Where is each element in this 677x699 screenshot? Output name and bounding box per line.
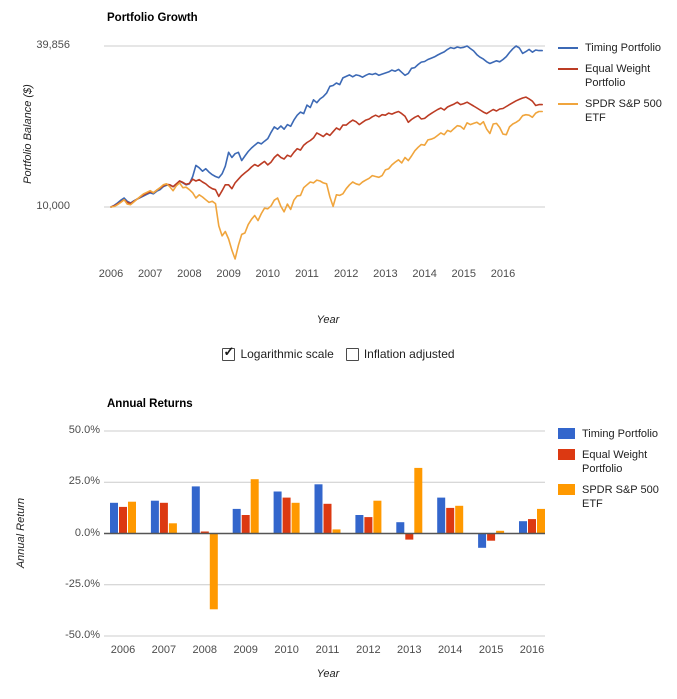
legend-label: Equal Weight Portfolio [585, 63, 651, 89]
annual-return-bar[interactable] [169, 523, 177, 533]
legend-item [558, 41, 672, 55]
annual-return-bar[interactable] [233, 509, 241, 534]
annual-y-tick-label: 25.0% [68, 475, 100, 488]
annual-legend [558, 427, 672, 518]
chart-option[interactable] [222, 343, 334, 361]
annual-return-bar[interactable] [110, 503, 118, 534]
growth-x-tick-label: 2007 [137, 268, 163, 280]
annual-return-bar[interactable] [210, 534, 218, 610]
growth-x-tick-label: 2010 [255, 268, 281, 280]
legend-label: Timing Portfolio [582, 428, 659, 440]
growth-y-tick-label: 10,000 [36, 200, 70, 212]
annual-return-bar[interactable] [478, 534, 486, 548]
chart-options-row [0, 343, 677, 361]
growth-x-tick-label: 2008 [177, 268, 202, 280]
legend-label: Timing Portfolio [585, 42, 662, 54]
checkbox-checked-icon[interactable] [222, 343, 235, 361]
annual-y-tick-label: -50.0% [65, 629, 100, 641]
legend-item [558, 427, 672, 441]
annual-return-bar[interactable] [355, 515, 363, 533]
legend-swatch-icon [558, 103, 578, 105]
legend-item [558, 448, 672, 476]
annual-x-tick-label: 2013 [397, 644, 422, 656]
growth-y-tick-label: 39,856 [36, 38, 70, 51]
annual-return-bar[interactable] [251, 479, 259, 533]
checkmark-icon: ✓ [223, 343, 235, 359]
annual-x-tick-label: 2011 [315, 644, 340, 656]
annual-x-tick-label: 2014 [437, 644, 463, 656]
growth-x-tick-label: 2015 [451, 268, 477, 280]
annual-x-tick-label: 2015 [478, 644, 504, 656]
annual-x-tick-label: 2012 [356, 644, 381, 656]
annual-return-bar[interactable] [364, 517, 372, 533]
growth-chart-title: Portfolio Growth [107, 12, 198, 24]
annual-return-bar[interactable] [537, 509, 545, 534]
growth-x-tick-label: 2012 [333, 268, 359, 280]
growth-x-tick-label: 2011 [295, 268, 319, 280]
annual-return-bar[interactable] [414, 468, 422, 534]
legend-label: SPDR S&P 500 ETF [582, 484, 659, 510]
chart-option[interactable] [346, 347, 455, 361]
chart-option-label[interactable]: Inflation adjusted [363, 347, 455, 361]
annual-return-bar[interactable] [324, 504, 332, 534]
annual-return-bar[interactable] [151, 501, 159, 534]
annual-return-bar[interactable] [160, 503, 168, 534]
growth-x-tick-label: 2014 [412, 268, 437, 280]
legend-swatch-icon [558, 428, 575, 439]
legend-item [558, 97, 672, 125]
annual-return-bar[interactable] [519, 521, 527, 533]
annual-return-bar[interactable] [242, 515, 250, 533]
chart-option-label[interactable]: Logarithmic scale [240, 347, 334, 361]
annual-return-bar[interactable] [128, 502, 136, 534]
annual-return-bar[interactable] [119, 507, 127, 534]
checkbox-unchecked-icon[interactable] [346, 348, 359, 361]
annual-x-tick-label: 2008 [192, 644, 218, 656]
annual-return-bar[interactable] [405, 534, 413, 540]
annual-y-tick-label: 0.0% [74, 526, 100, 539]
growth-x-tick-label: 2006 [98, 268, 124, 280]
legend-swatch-icon [558, 484, 575, 495]
annual-return-bar[interactable] [446, 508, 454, 534]
growth-x-tick-label: 2016 [490, 268, 516, 280]
annual-return-bar[interactable] [192, 486, 200, 533]
annual-x-tick-label: 2016 [519, 644, 545, 656]
annual-return-bar[interactable] [437, 498, 445, 534]
annual-return-bar[interactable] [487, 534, 495, 541]
annual-return-bar[interactable] [315, 484, 323, 533]
annual-return-bar[interactable] [455, 506, 463, 534]
growth-y-axis-label: Portfolio Balance ($) [22, 84, 34, 184]
annual-y-tick-label: 50.0% [68, 424, 100, 436]
annual-x-tick-label: 2009 [233, 644, 258, 656]
legend-label: Equal Weight Portfolio [582, 449, 648, 475]
annual-x-tick-label: 2010 [274, 644, 299, 656]
legend-label: SPDR S&P 500 ETF [585, 98, 662, 124]
growth-series-line[interactable] [111, 46, 542, 207]
annual-return-bar[interactable] [373, 501, 381, 534]
growth-legend [558, 41, 672, 132]
legend-swatch-icon [558, 47, 578, 49]
annual-return-bar[interactable] [396, 522, 404, 533]
growth-x-tick-label: 2013 [373, 268, 398, 280]
legend-item [558, 483, 672, 511]
legend-swatch-icon [558, 449, 575, 460]
annual-return-bar[interactable] [274, 492, 282, 534]
growth-x-axis-label: Year [316, 314, 340, 326]
legend-swatch-icon [558, 68, 578, 70]
annual-x-tick-label: 2007 [151, 644, 177, 656]
annual-return-bar[interactable] [528, 519, 536, 533]
annual-y-tick-label: -25.0% [65, 577, 100, 590]
legend-item [558, 62, 672, 90]
annual-y-axis-label: Annual Return [15, 497, 27, 569]
annual-x-tick-label: 2006 [110, 644, 136, 656]
growth-x-tick-label: 2009 [216, 268, 241, 280]
growth-series-line[interactable] [111, 97, 542, 207]
annual-return-bar[interactable] [292, 503, 300, 534]
annual-return-bar[interactable] [283, 498, 291, 534]
annual-x-axis-label: Year [316, 668, 340, 680]
annual-chart-title: Annual Returns [107, 398, 193, 410]
